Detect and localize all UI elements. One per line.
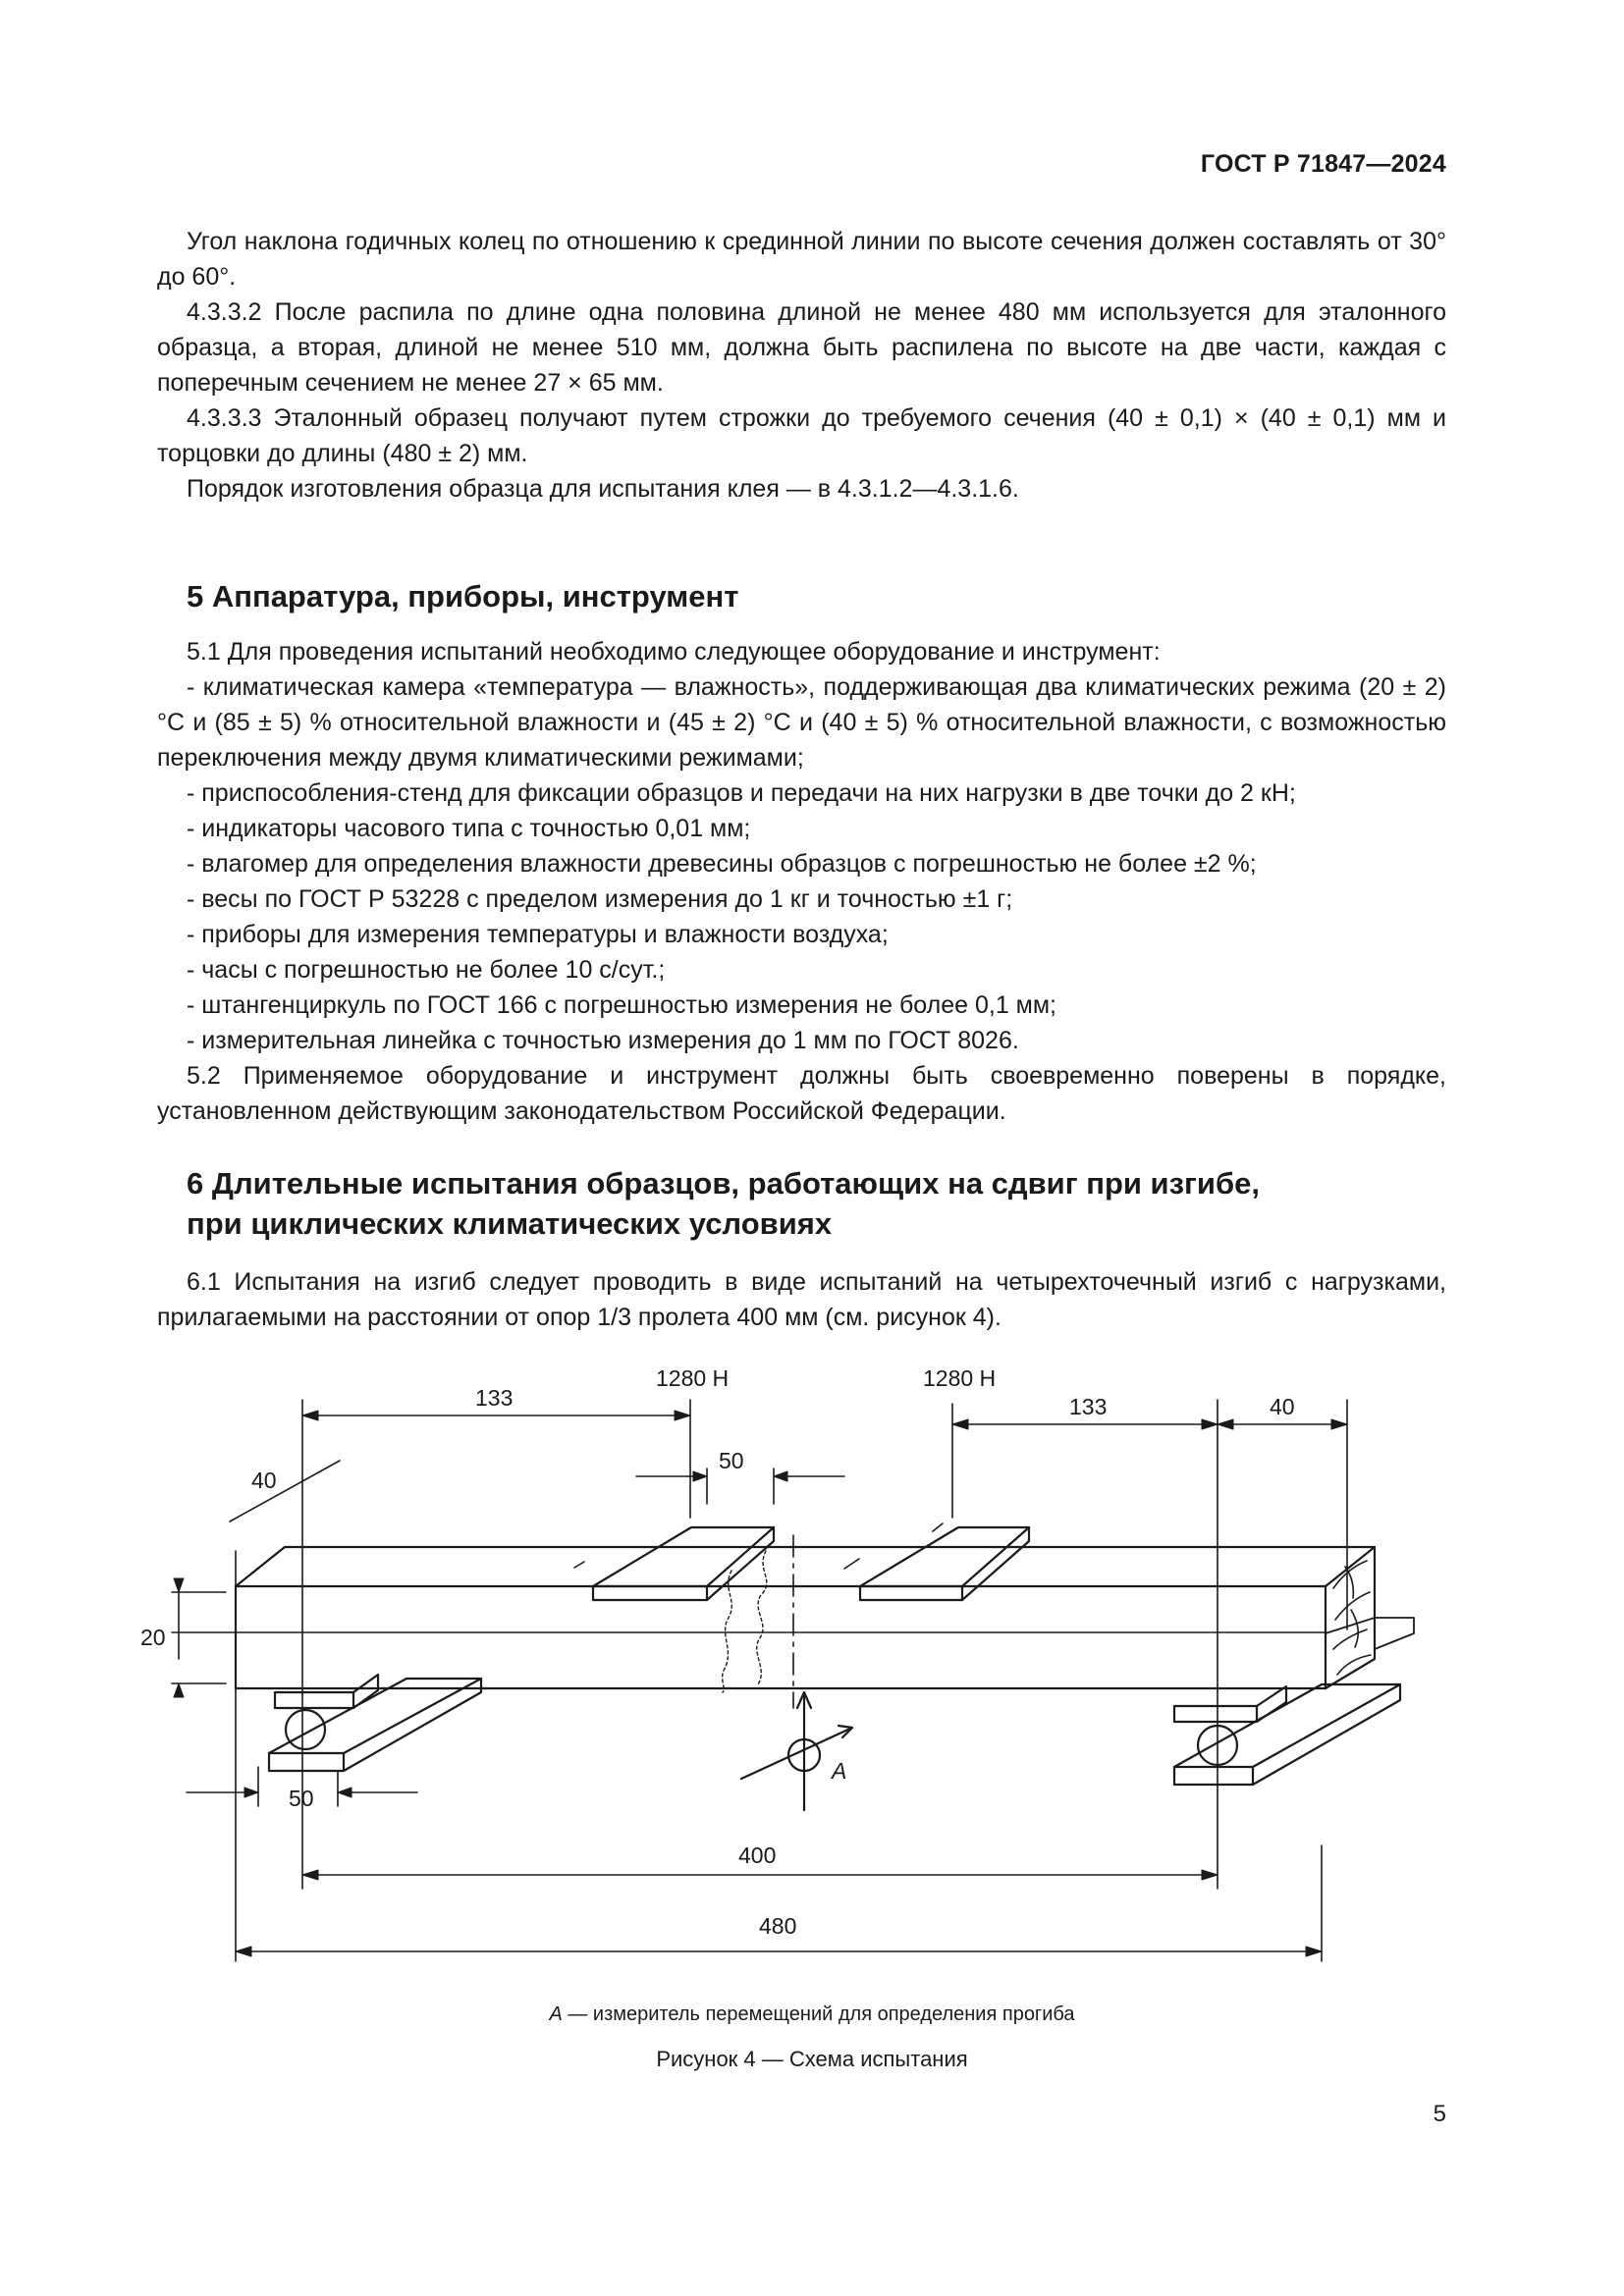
load-plate-left — [593, 1527, 774, 1600]
legend-letter: А — [549, 2003, 563, 2025]
load-label-left: 1280 Н — [656, 1365, 730, 1391]
support-right — [1174, 1618, 1414, 1785]
paragraph-5-2: 5.2 Применяемое оборудование и инструмент должны быть своевременно поверены в порядке, установленном действующим законодательством Российской Федерации. — [157, 1062, 1446, 1125]
dimension-label-400: 400 — [738, 1842, 777, 1868]
dimension-label-50-top: 50 — [719, 1448, 744, 1473]
paragraph-6-1: 6.1 Испытания на изгиб следует проводить в виде испытаний на четырехточечный изгиб с нагрузками, прилагаемыми на расстоянии от опор 1/3 пролета 400 мм (см. рисунок 4). — [157, 1268, 1446, 1331]
paragraph-4-3-3-3: 4.3.3.3 Эталонный образец получают путем строжки до требуемого сечения (40 ± 0,1) × (40 ± 0,1) мм и торцовки до длины (480 ± 2) мм. — [157, 404, 1446, 467]
list-item: - влагомер для определения влажности древесины образцов с погрешностью не более ±2 %; — [187, 850, 1257, 878]
displacement-gauge-a — [741, 1692, 852, 1810]
dimension-label-40-right: 40 — [1270, 1394, 1295, 1419]
figure-caption: Рисунок 4 — Схема испытания — [656, 2047, 968, 2071]
gauge-label-a: А — [832, 1758, 847, 1784]
legend-text: — измеритель перемещений для определения прогиба — [562, 2003, 1075, 2025]
list-item: - приборы для измерения температуры и влажности воздуха; — [187, 921, 889, 948]
dimension-label-133-right: 133 — [1069, 1394, 1108, 1419]
section-6-heading-line: 6 Длительные испытания образцов, работающих на сдвиг при изгибе, — [187, 1166, 1260, 1201]
section-5-heading: 5 Аппаратура, приборы, инструмент — [187, 579, 739, 614]
dimension-label-133-left: 133 — [475, 1385, 514, 1411]
list-item: - часы с погрешностью не более 10 с/сут.; — [187, 956, 666, 984]
list-item: - измерительная линейка с точностью измерения до 1 мм по ГОСТ 8026. — [187, 1027, 1019, 1054]
paragraph-5-1: 5.1 Для проведения испытаний необходимо следующее оборудование и инструмент: — [187, 638, 1161, 666]
dimension-label-40-top: 40 — [251, 1468, 277, 1493]
paragraph-4-3-3-2: 4.3.3.2 После распила по длине одна половина длиной не менее 480 мм используется для эталонного образца, а вторая, длиной не менее 510 мм, должна быть распилена по высоте на две части, каждая с поперечным сечением не менее 27 × 65 мм. — [157, 298, 1446, 397]
dimension-label-20: 20 — [140, 1625, 166, 1650]
beam-specimen — [172, 1547, 1375, 1688]
list-item: - индикаторы часового типа с точностью 0,01 мм; — [187, 815, 751, 842]
page-number: 5 — [1433, 2101, 1446, 2127]
list-item: - весы по ГОСТ Р 53228 с пределом измерения до 1 кг и точностью ±1 г; — [187, 885, 1013, 913]
paragraph: Порядок изготовления образца для испытания клея — в 4.3.1.2—4.3.1.6. — [187, 475, 1019, 503]
paragraph: Угол наклона годичных колец по отношению к срединной линии по высоте сечения должен составлять от 30° до 60°. — [157, 228, 1446, 291]
load-label-right: 1280 Н — [923, 1365, 997, 1391]
list-item: - приспособления-стенд для фиксации образцов и передачи на них нагрузки в две точки до 2 кН; — [187, 779, 1296, 807]
standard-header: ГОСТ Р 71847—2024 — [1200, 150, 1446, 178]
dimension-label-480: 480 — [759, 1913, 797, 1939]
list-item: - штангенциркуль по ГОСТ 166 с погрешностью измерения не более 0,1 мм; — [187, 991, 1056, 1019]
load-plate-right — [860, 1527, 1029, 1600]
section-6-heading-line: при циклических климатических условиях — [187, 1206, 833, 1241]
list-item: - климатическая камера «температура — влажность», поддерживающая два климатических режима (20 ± 2) °С и (85 ± 5) % относительной влажности и (45 ± 2) °С и (40 ± 5) % относительной влажности, с возможностью переключения между двумя климатическими режимами; — [157, 673, 1446, 772]
dimension-label-50-bottom: 50 — [289, 1786, 314, 1811]
figure-legend — [0, 2003, 1624, 2026]
